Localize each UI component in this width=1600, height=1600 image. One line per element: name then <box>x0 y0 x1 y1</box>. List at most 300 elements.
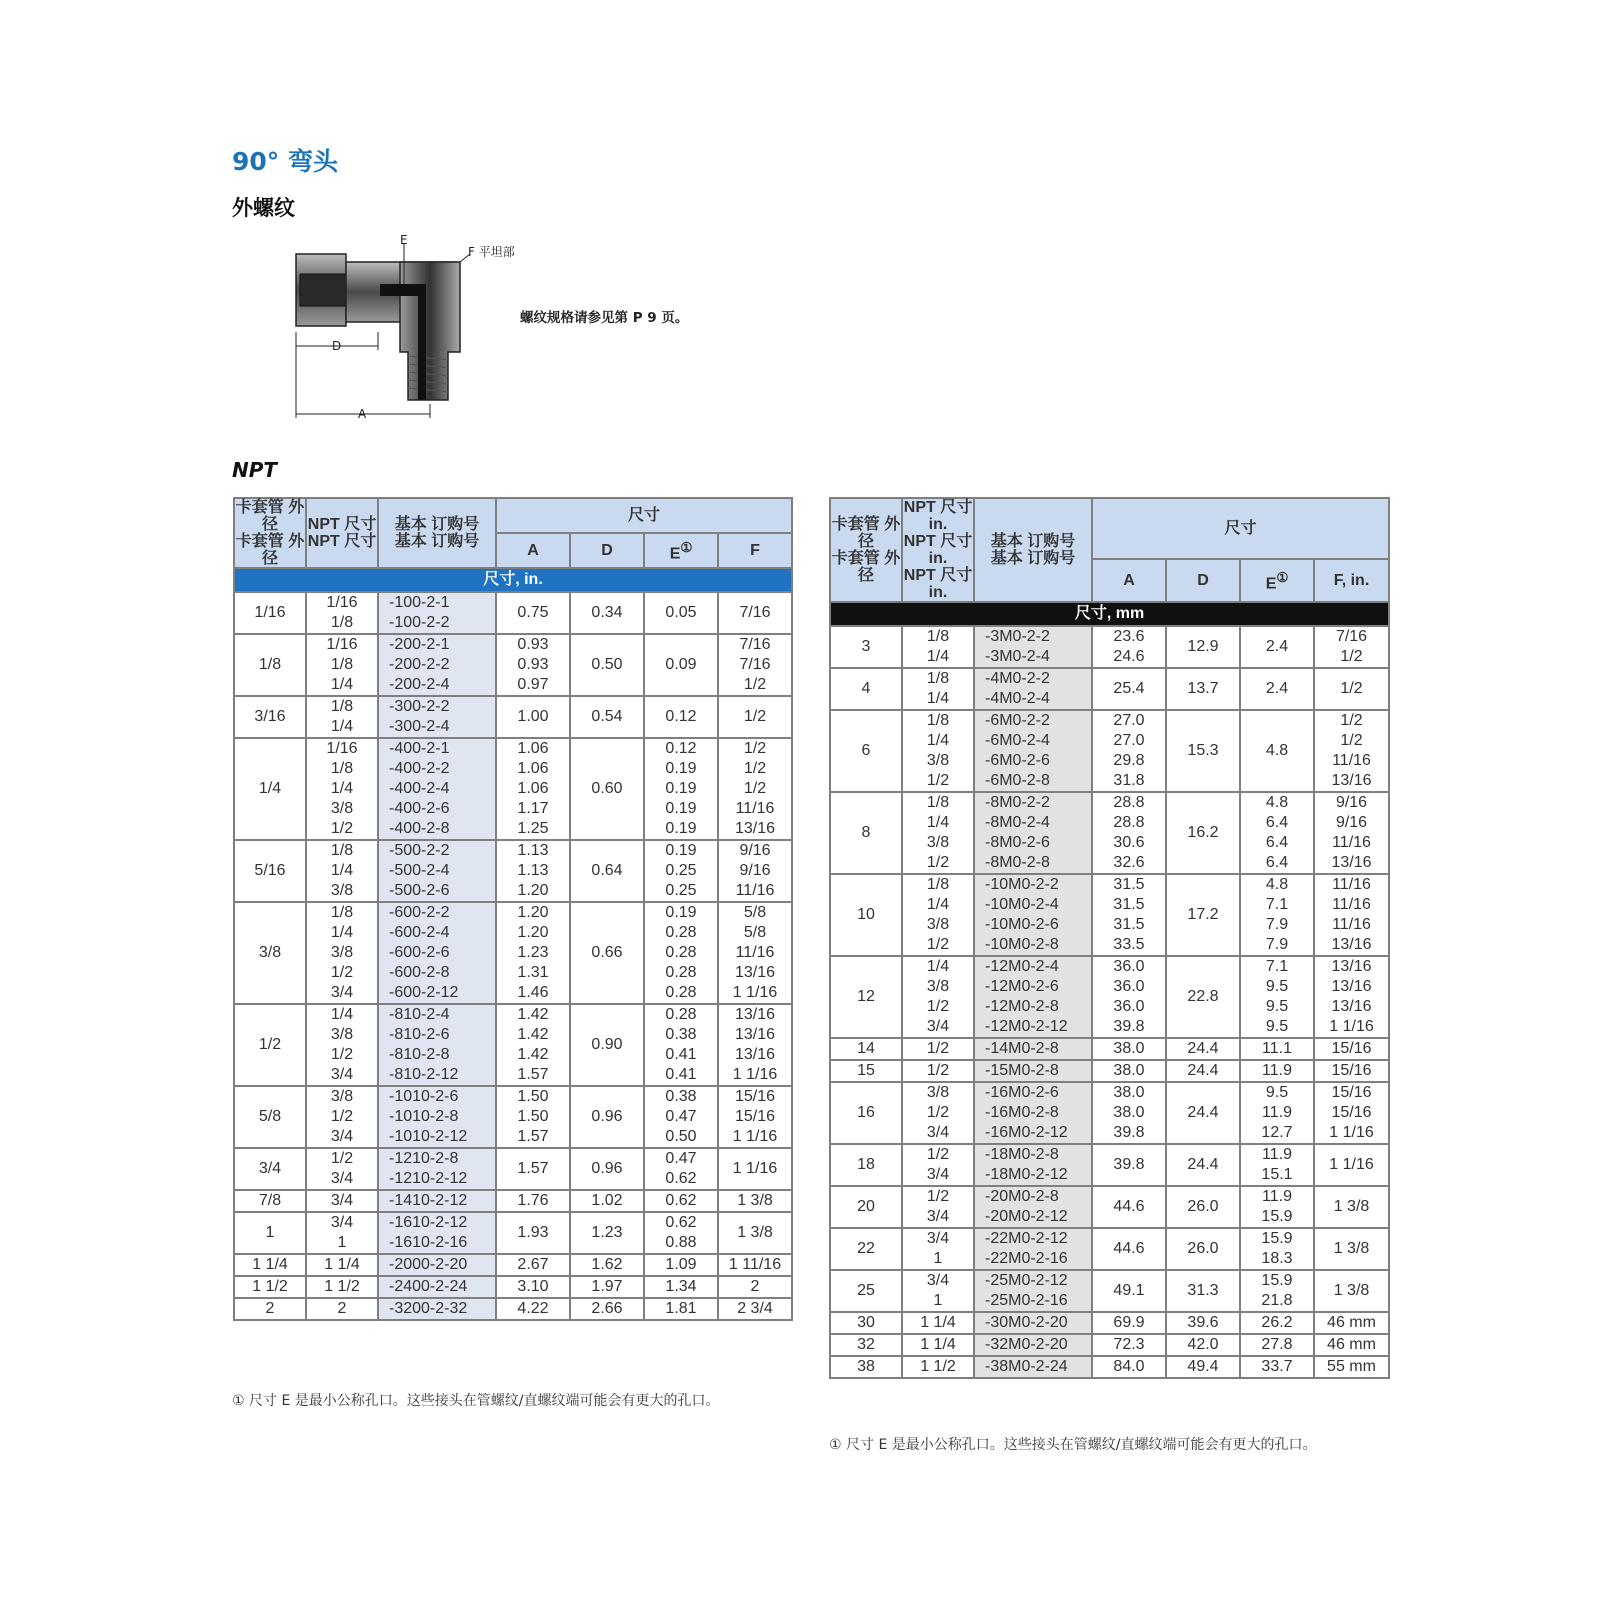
cell-f-value: 13/16 <box>1331 854 1372 871</box>
cell-f <box>1314 1312 1389 1334</box>
cell-npt-value: 3/8 <box>330 1088 354 1105</box>
cell-tube-od: 25 <box>830 1270 902 1312</box>
cell-f-value: 1 3/8 <box>737 1192 773 1209</box>
cell-tube-od: 3/16 <box>234 696 306 738</box>
header-line: 基本 订购号 <box>394 516 480 533</box>
header-line: NPT 尺寸 in. <box>903 533 973 567</box>
cell-npt-value: 1 1/4 <box>920 1336 956 1353</box>
cell-f <box>718 1004 792 1086</box>
table-row <box>830 1144 1389 1186</box>
cell-order-number-value: -500-2-2 <box>389 842 450 859</box>
cell-npt-value: 1/2 <box>926 1104 950 1121</box>
header-line: NPT 尺寸 <box>307 533 377 550</box>
cell-npt <box>902 1186 974 1228</box>
cell-e-value: 7.1 <box>1265 896 1289 913</box>
cell-order-number-value: -20M0-2-8 <box>985 1188 1059 1205</box>
cell-order-number-value: -10M0-2-8 <box>985 936 1059 953</box>
table-row <box>830 1082 1389 1144</box>
cell-e-value: 15.9 <box>1261 1272 1293 1289</box>
cell-order-number <box>378 1190 496 1212</box>
cell-order-number-value: -8M0-2-4 <box>985 814 1050 831</box>
cell-order-number-value: -16M0-2-8 <box>985 1104 1059 1121</box>
cell-order-number-value: -25M0-2-12 <box>985 1272 1068 1289</box>
table-row <box>234 1276 792 1298</box>
cell-e-value: 6.4 <box>1265 814 1289 831</box>
cell-a-value: 28.8 <box>1113 814 1145 831</box>
cell-tube-od: 32 <box>830 1334 902 1356</box>
cell-f-value: 11/16 <box>1332 916 1371 933</box>
header-npt-size <box>902 498 974 602</box>
cell-npt <box>902 1334 974 1356</box>
cell-tube-od: 8 <box>830 792 902 874</box>
cell-a-value: 69.9 <box>1113 1314 1145 1331</box>
cell-npt <box>902 956 974 1038</box>
cell-a <box>1092 1186 1166 1228</box>
cell-order-number-value: -12M0-2-12 <box>985 1018 1068 1035</box>
header-d: D <box>1166 559 1240 602</box>
cell-order-number-value: -810-2-4 <box>389 1006 450 1023</box>
table-row <box>830 1334 1389 1356</box>
cell-order-number-value: -400-2-2 <box>389 760 450 777</box>
cell-f-value: 1 3/8 <box>1333 1198 1370 1215</box>
cell-order-number-value: -600-2-4 <box>389 924 450 941</box>
cell-order-number <box>974 792 1092 874</box>
cell-e <box>1240 1144 1314 1186</box>
cell-npt-value: 3/4 <box>330 1214 354 1231</box>
cell-a <box>1092 668 1166 710</box>
cell-order-number <box>974 874 1092 956</box>
table-row <box>234 1254 792 1276</box>
cell-f <box>1314 792 1389 874</box>
cell-f <box>718 592 792 634</box>
cell-order-number-value: -2000-2-20 <box>389 1256 468 1273</box>
cell-a-value: 1.93 <box>517 1224 549 1241</box>
table-row <box>830 1060 1389 1082</box>
cell-npt-value: 1/8 <box>926 712 950 729</box>
cell-a-value: 1.76 <box>517 1192 549 1209</box>
table-row <box>234 696 792 738</box>
cell-e-value: 0.28 <box>665 984 697 1001</box>
cell-npt-value: 1 <box>337 1234 347 1251</box>
cell-npt-value: 1/2 <box>330 1108 354 1125</box>
cell-f-value: 1/2 <box>1340 732 1363 749</box>
cell-npt-value: 3/4 <box>926 1124 950 1141</box>
cell-order-number-value: -400-2-8 <box>389 820 450 837</box>
dimensions-table-inch <box>233 497 793 1321</box>
cell-e-value: 11.9 <box>1262 1146 1292 1163</box>
cell-a <box>1092 1356 1166 1378</box>
cell-e <box>644 1276 718 1298</box>
cell-npt-value: 1/8 <box>330 760 354 777</box>
cell-f-value: 15/16 <box>734 1088 776 1105</box>
cell-tube-od: 1/2 <box>234 1004 306 1086</box>
cell-d: 24.4 <box>1166 1038 1240 1060</box>
cell-order-number-value: -4M0-2-2 <box>985 670 1050 687</box>
cell-a-value: 0.75 <box>517 604 549 621</box>
cell-f-value: 7/16 <box>739 656 771 673</box>
cell-npt <box>306 592 378 634</box>
cell-npt-value: 1/2 <box>330 1046 354 1063</box>
header-line: 卡套管 外径 <box>831 516 901 550</box>
cell-order-number-value: -300-2-4 <box>389 718 450 735</box>
label-f: F 平坦部 <box>468 245 515 259</box>
cell-e-value: 0.05 <box>665 604 697 621</box>
cell-e <box>1240 1312 1314 1334</box>
cell-a-value: 1.57 <box>517 1066 549 1083</box>
cell-e <box>644 1254 718 1276</box>
cell-f-value: 1/2 <box>1340 680 1363 697</box>
cell-e-value: 0.62 <box>665 1170 697 1187</box>
cell-order-number-value: -30M0-2-20 <box>985 1314 1068 1331</box>
cell-a-value: 25.4 <box>1113 680 1145 697</box>
cell-e-value: 0.19 <box>665 904 697 921</box>
cell-e-value: 9.5 <box>1265 998 1289 1015</box>
cell-order-number-value: -200-2-2 <box>389 656 450 673</box>
cell-npt <box>306 1276 378 1298</box>
cell-e <box>1240 1038 1314 1060</box>
cell-npt-value: 1/4 <box>330 676 354 693</box>
cell-e-value: 11.9 <box>1262 1104 1292 1121</box>
cell-npt <box>902 1038 974 1060</box>
header-line: 卡套管 外径 <box>831 550 901 584</box>
cell-npt-value: 3/8 <box>926 834 950 851</box>
cell-order-number-value: -18M0-2-8 <box>985 1146 1059 1163</box>
cell-d: 42.0 <box>1166 1334 1240 1356</box>
header-dimensions: 尺寸 <box>496 498 792 533</box>
cell-f-value: 46 mm <box>1327 1336 1376 1353</box>
cell-order-number-value: -6M0-2-4 <box>985 732 1050 749</box>
cell-order-number-value: -500-2-4 <box>389 862 450 879</box>
cell-f-value: 1 1/16 <box>1329 1124 1374 1141</box>
cell-f <box>1314 1356 1389 1378</box>
cell-npt-value: 3/8 <box>926 978 950 995</box>
cell-a-value: 1.17 <box>517 800 549 817</box>
cell-npt-value: 1/4 <box>926 732 950 749</box>
cell-order-number-value: -810-2-8 <box>389 1046 450 1063</box>
cell-npt-value: 1/4 <box>926 958 950 975</box>
cell-tube-od: 3 <box>830 626 902 668</box>
cell-npt-value: 1 1/2 <box>920 1358 956 1375</box>
cell-npt <box>306 902 378 1004</box>
cell-f-value: 1 1/16 <box>732 984 778 1001</box>
header-line: 卡套管 外径 <box>235 499 305 533</box>
cell-f-value: 1/2 <box>743 740 767 757</box>
cell-order-number <box>974 710 1092 792</box>
cell-f-value: 9/16 <box>739 862 771 879</box>
cell-npt <box>902 626 974 668</box>
cell-tube-od: 38 <box>830 1356 902 1378</box>
cell-npt <box>902 1060 974 1082</box>
cell-e <box>644 902 718 1004</box>
cell-f <box>718 902 792 1004</box>
cell-f-value: 1/2 <box>743 780 767 797</box>
cell-npt-value: 3/4 <box>330 1128 354 1145</box>
cell-f <box>718 1212 792 1254</box>
cell-tube-od: 1/16 <box>234 592 306 634</box>
cell-e-value: 11.9 <box>1262 1188 1292 1205</box>
cell-d: 24.4 <box>1166 1060 1240 1082</box>
cell-a-value: 38.0 <box>1113 1062 1145 1079</box>
cell-order-number <box>974 668 1092 710</box>
cell-a-value: 39.8 <box>1113 1018 1145 1035</box>
cell-f <box>718 1298 792 1320</box>
cell-npt-value: 1/8 <box>330 656 354 673</box>
cell-e-value: 0.38 <box>665 1026 697 1043</box>
cell-a <box>496 1254 570 1276</box>
cell-npt <box>306 1298 378 1320</box>
header-line: 基本 订购号 <box>394 533 480 550</box>
cell-a-value: 39.8 <box>1113 1124 1145 1141</box>
cell-a <box>496 738 570 840</box>
cell-tube-od: 1/8 <box>234 634 306 696</box>
cell-a-value: 31.5 <box>1113 876 1145 893</box>
table-row <box>830 1228 1389 1270</box>
cell-a-value: 1.42 <box>517 1006 549 1023</box>
cell-order-number-value: -14M0-2-8 <box>985 1040 1059 1057</box>
cell-npt <box>306 1148 378 1190</box>
table-row <box>830 668 1389 710</box>
cell-f <box>718 1148 792 1190</box>
cell-e <box>644 1004 718 1086</box>
cell-e-value: 11.1 <box>1262 1040 1292 1057</box>
table-row <box>830 792 1389 874</box>
cell-e <box>1240 710 1314 792</box>
header-line: NPT 尺寸 in. <box>903 499 973 533</box>
cell-npt <box>902 1356 974 1378</box>
cell-order-number-value: -1210-2-8 <box>389 1150 459 1167</box>
cell-f-value: 1 1/16 <box>1329 1156 1374 1173</box>
cell-tube-od: 2 <box>234 1298 306 1320</box>
cell-e-value: 4.8 <box>1265 794 1289 811</box>
cell-order-number <box>378 1254 496 1276</box>
cell-a-value: 38.0 <box>1113 1040 1145 1057</box>
cell-f <box>718 1190 792 1212</box>
cell-f-value: 13/16 <box>734 1026 776 1043</box>
cell-a <box>1092 1144 1166 1186</box>
cell-npt <box>306 1004 378 1086</box>
cell-npt-value: 1/4 <box>926 690 950 707</box>
cell-e-value: 0.41 <box>665 1066 697 1083</box>
cell-e <box>1240 1334 1314 1356</box>
cell-order-number-value: -300-2-2 <box>389 698 450 715</box>
cell-f-value: 13/16 <box>1331 978 1372 995</box>
cell-npt-value: 1/8 <box>330 614 354 631</box>
cell-d: 39.6 <box>1166 1312 1240 1334</box>
page-title: 90° 弯头 <box>232 147 338 176</box>
cell-a-value: 27.0 <box>1113 732 1145 749</box>
cell-npt-value: 1 1/4 <box>324 1256 360 1273</box>
cell-f <box>1314 710 1389 792</box>
elbow-fitting-diagram <box>290 232 550 432</box>
cell-f-value: 13/16 <box>1331 998 1372 1015</box>
cell-f-value: 11/16 <box>735 800 775 817</box>
cell-f <box>718 1276 792 1298</box>
cell-order-number-value: -1010-2-8 <box>389 1108 459 1125</box>
table-row <box>234 738 792 840</box>
cell-npt-value: 1/2 <box>926 936 950 953</box>
cell-d: 24.4 <box>1166 1144 1240 1186</box>
cell-f <box>1314 1186 1389 1228</box>
thread-spec-note: 螺纹规格请参见第 P 9 页。 <box>520 310 689 326</box>
cell-npt-value: 3/8 <box>330 1026 354 1043</box>
cell-f-value: 15/16 <box>1331 1084 1372 1101</box>
cell-e <box>1240 1186 1314 1228</box>
cell-npt <box>306 1190 378 1212</box>
cell-npt-value: 3/8 <box>330 800 354 817</box>
cell-a-value: 39.8 <box>1113 1156 1145 1173</box>
cell-order-number <box>378 738 496 840</box>
cell-order-number-value: -1010-2-12 <box>389 1128 468 1145</box>
cell-npt <box>306 1254 378 1276</box>
cell-a <box>1092 792 1166 874</box>
cell-tube-od: 12 <box>830 956 902 1038</box>
cell-a <box>496 1190 570 1212</box>
cell-order-number-value: -1610-2-16 <box>389 1234 468 1251</box>
table-row <box>234 1148 792 1190</box>
cell-order-number <box>974 1356 1092 1378</box>
cell-d: 0.60 <box>570 738 644 840</box>
cell-f-value: 1/2 <box>743 760 767 777</box>
cell-npt-value: 3/4 <box>330 1192 354 1209</box>
cell-order-number <box>974 1334 1092 1356</box>
cell-a-value: 44.6 <box>1113 1198 1145 1215</box>
label-e: E <box>400 233 408 247</box>
cell-f-value: 9/16 <box>739 842 771 859</box>
cell-npt-value: 1/2 <box>330 820 354 837</box>
cell-e-value: 0.25 <box>665 862 697 879</box>
cell-npt <box>306 696 378 738</box>
cell-npt <box>902 1144 974 1186</box>
cell-d: 0.90 <box>570 1004 644 1086</box>
cell-a <box>1092 1270 1166 1312</box>
table-row <box>234 840 792 902</box>
cell-tube-od: 1 1/2 <box>234 1276 306 1298</box>
unit-bar-mm: 尺寸, mm <box>830 602 1389 626</box>
cell-e-value: 18.3 <box>1261 1250 1293 1267</box>
cell-f <box>1314 1082 1389 1144</box>
cell-order-number-value: -400-2-4 <box>389 780 450 797</box>
cell-a-value: 49.1 <box>1113 1282 1145 1299</box>
cell-order-number <box>974 626 1092 668</box>
cell-order-number-value: -22M0-2-12 <box>985 1230 1068 1247</box>
cell-e-value: 7.9 <box>1265 916 1289 933</box>
cell-a <box>1092 1038 1166 1060</box>
cell-order-number-value: -4M0-2-4 <box>985 690 1050 707</box>
cell-e-value: 1.34 <box>665 1278 697 1295</box>
cell-order-number-value: -600-2-8 <box>389 964 450 981</box>
cell-e-value: 0.19 <box>665 800 697 817</box>
cell-order-number <box>974 1082 1092 1144</box>
cell-d: 1.62 <box>570 1254 644 1276</box>
cell-order-number-value: -3M0-2-2 <box>985 628 1050 645</box>
cell-f-value: 15/16 <box>1331 1062 1372 1079</box>
cell-f-value: 11/16 <box>1332 834 1371 851</box>
cell-e <box>644 1148 718 1190</box>
cell-f <box>1314 1270 1389 1312</box>
header-line: 基本 订购号 <box>990 550 1076 567</box>
cell-d: 22.8 <box>1166 956 1240 1038</box>
cell-a-value: 1.20 <box>517 924 549 941</box>
table-row <box>234 1086 792 1148</box>
cell-a-value: 0.93 <box>517 656 549 673</box>
cell-tube-od: 15 <box>830 1060 902 1082</box>
cell-order-number-value: -8M0-2-6 <box>985 834 1050 851</box>
cell-a-value: 38.0 <box>1113 1104 1145 1121</box>
cell-d: 1.02 <box>570 1190 644 1212</box>
cell-d: 17.2 <box>1166 874 1240 956</box>
cell-a-value: 30.6 <box>1113 834 1145 851</box>
cell-tube-od: 3/8 <box>234 902 306 1004</box>
cell-d: 13.7 <box>1166 668 1240 710</box>
cell-e-value: 9.5 <box>1265 978 1289 995</box>
cell-e-value: 0.28 <box>665 944 697 961</box>
header-dimensions: 尺寸 <box>1092 498 1389 559</box>
cell-f-value: 7/16 <box>1335 628 1368 645</box>
cell-a-value: 23.6 <box>1113 628 1145 645</box>
cell-a <box>1092 626 1166 668</box>
cell-order-number-value: -12M0-2-4 <box>985 958 1059 975</box>
cell-a <box>496 592 570 634</box>
cell-npt-value: 1/4 <box>330 718 354 735</box>
table-row <box>830 710 1389 792</box>
cell-npt-value: 1/8 <box>926 876 950 893</box>
header-line: 卡套管 外径 <box>235 533 305 567</box>
cell-f <box>1314 1038 1389 1060</box>
cell-npt-value: 1/4 <box>330 924 354 941</box>
table-row <box>830 956 1389 1038</box>
cell-f-value: 11/16 <box>1332 876 1371 893</box>
cell-d: 0.54 <box>570 696 644 738</box>
cell-npt <box>306 1086 378 1148</box>
cell-e-value: 1.09 <box>665 1256 697 1273</box>
cell-npt-value: 1/2 <box>926 1062 950 1079</box>
cell-f-value: 13/16 <box>734 1006 776 1023</box>
table-row <box>234 634 792 696</box>
cell-tube-od: 30 <box>830 1312 902 1334</box>
cell-npt-value: 1/2 <box>330 964 354 981</box>
cell-npt-value: 3/8 <box>926 1084 950 1101</box>
table-row <box>234 1190 792 1212</box>
cell-f <box>718 738 792 840</box>
cell-a-value: 1.57 <box>517 1160 549 1177</box>
cell-f-value: 15/16 <box>1331 1104 1372 1121</box>
cell-order-number-value: -16M0-2-12 <box>985 1124 1068 1141</box>
cell-npt-value: 3/4 <box>330 984 354 1001</box>
cell-e <box>644 840 718 902</box>
cell-a <box>1092 1312 1166 1334</box>
cell-order-number <box>378 1086 496 1148</box>
cell-f-value: 1 1/16 <box>732 1160 778 1177</box>
cell-e-value: 4.8 <box>1265 742 1289 759</box>
table-row <box>830 1312 1389 1334</box>
cell-e-value: 0.41 <box>665 1046 697 1063</box>
cell-a <box>496 1298 570 1320</box>
cell-f-value: 13/16 <box>1331 936 1372 953</box>
cell-e-value: 7.9 <box>1265 936 1289 953</box>
cell-d: 16.2 <box>1166 792 1240 874</box>
table-row <box>830 1270 1389 1312</box>
cell-e-value: 12.7 <box>1261 1124 1293 1141</box>
cell-f-value: 13/16 <box>734 964 776 981</box>
cell-order-number-value: -200-2-4 <box>389 676 450 693</box>
cell-npt-value: 1/4 <box>926 648 950 665</box>
cell-npt <box>902 1312 974 1334</box>
cell-e-value: 15.9 <box>1261 1208 1293 1225</box>
cell-npt-value: 1/2 <box>330 1150 354 1167</box>
cell-a-value: 36.0 <box>1113 978 1145 995</box>
cell-a-value: 2.67 <box>517 1256 549 1273</box>
cell-a-value: 1.50 <box>517 1108 549 1125</box>
